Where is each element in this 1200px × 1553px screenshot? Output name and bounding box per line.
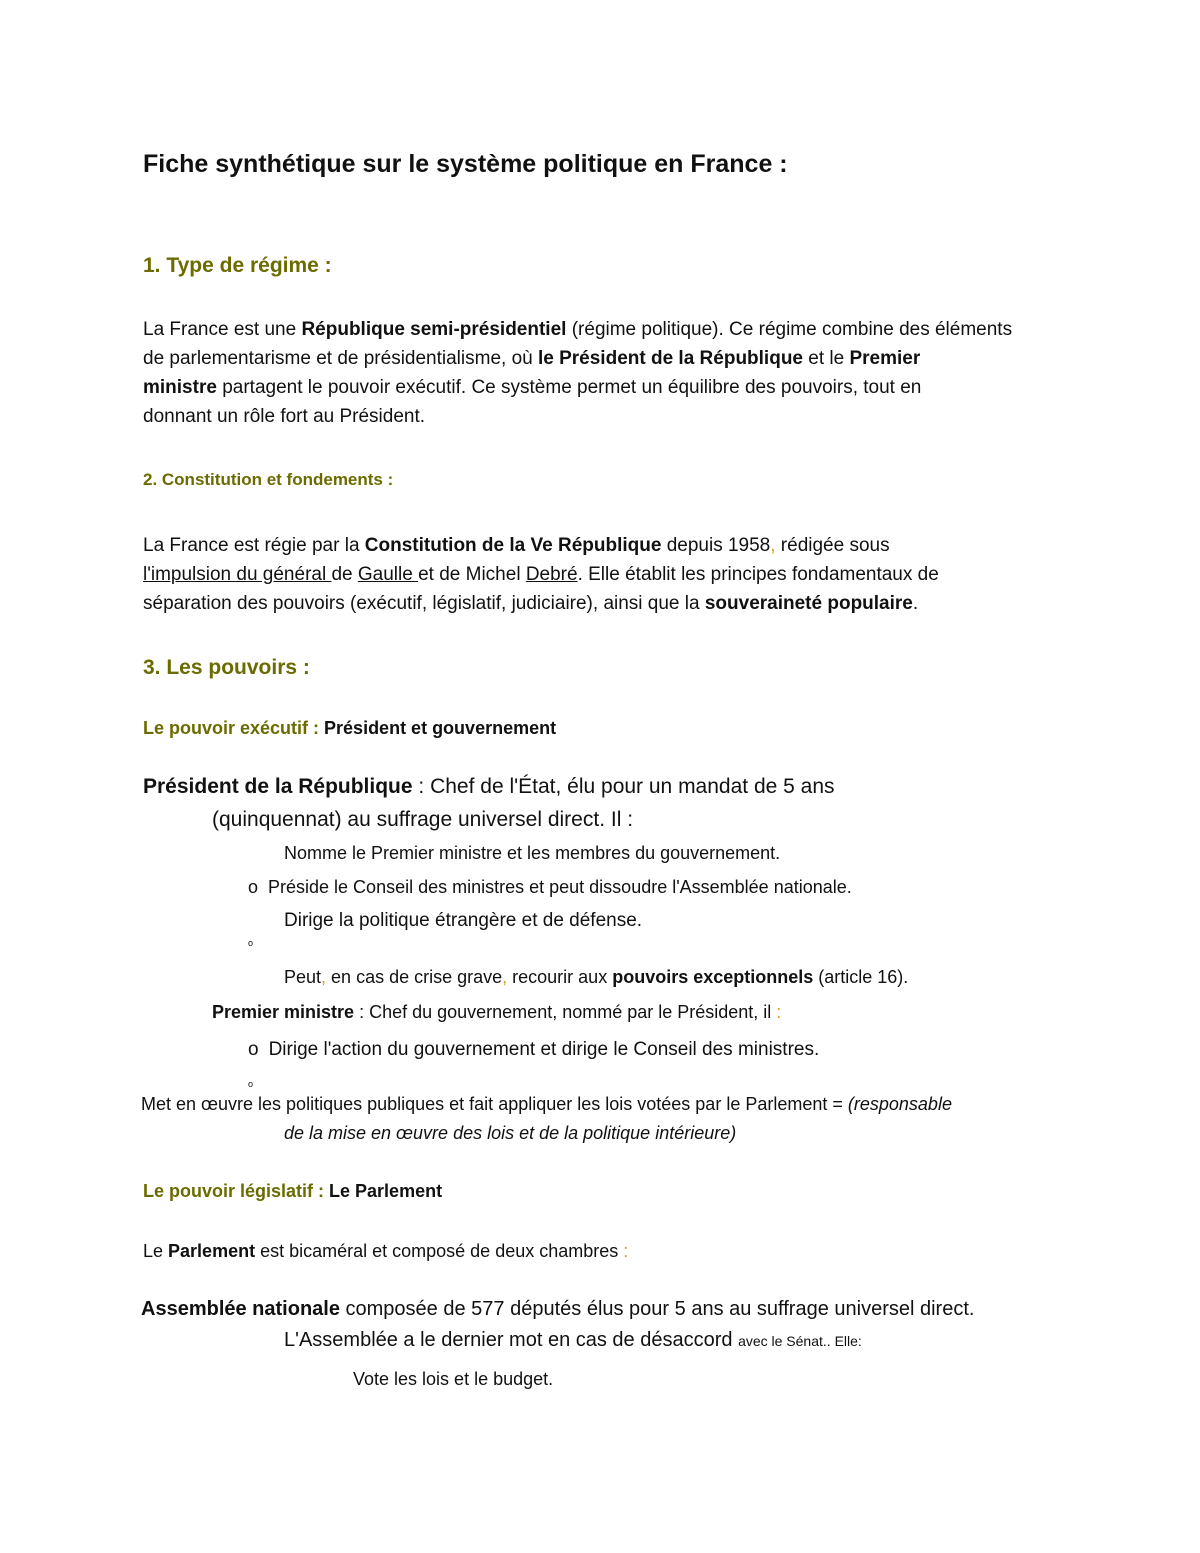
section-2-heading: 2. Constitution et fondements : [143,470,394,489]
comma: , [321,967,327,987]
assemblee-line-1 [141,1297,974,1321]
text: La France est une [143,319,302,340]
president-line-2: (quinquennat) au suffrage universel direct. Il : [212,808,634,831]
section-1-heading: 1. Type de régime : [143,254,332,277]
text: rédigée sous [775,535,890,556]
text: . [912,593,919,614]
bold-text: Constitution de la Ve République [364,535,662,556]
text: composée de 577 députés élus pour 5 ans au suffrage universel direct. [339,1298,975,1320]
colon: : [618,1241,629,1261]
comma: , [502,967,508,987]
president-item-4 [284,965,908,989]
exec-heading [143,716,556,740]
text: est bicaméral et composé de deux chambres [255,1241,619,1261]
president-line-1 [143,773,835,801]
text: Peut [284,967,322,987]
comma: , [770,535,776,556]
text: et de Michel [418,564,526,585]
president-item-1: Nomme le Premier ministre et les membres du gouvernement. [284,843,781,863]
page-title: Fiche synthétique sur le système politique en France : [143,150,788,178]
s1-line-3 [143,376,921,400]
pm-item-2-line-1 [141,1092,952,1116]
bullet-icon: o [248,938,254,948]
bold-text: Premier ministre [212,1002,355,1022]
text: de parlementarisme et de présidentialisme, où [143,348,538,369]
leg-title: Le Parlement [329,1181,443,1201]
text: : Chef de l'État, élu pour un mandat de 5 ans [412,775,835,798]
text: recourir aux [507,967,613,987]
text: La France est régie par la [143,535,365,556]
s2-line-1 [143,534,890,558]
bold-text: République semi-présidentiel [301,319,567,340]
bullet-icon: o [248,1039,259,1060]
leg-label: Le pouvoir législatif : [143,1181,330,1201]
text: depuis 1958 [661,535,771,556]
bold-text: Parlement [168,1241,256,1261]
italic-text: (responsable [847,1094,952,1114]
section-3-heading: 3. Les pouvoirs : [143,656,310,679]
premier-ministre-line [212,1000,781,1024]
text: . Elle établit les principes fondamentaux de [577,564,939,585]
pm-item-1 [248,1038,819,1062]
text: de [331,564,358,585]
s1-line-1 [143,318,1012,342]
exec-label: Le pouvoir exécutif : [143,718,325,738]
text: (régime politique). Ce régime combine des éléments [566,319,1013,340]
bold-text: le Président de la République [537,348,803,369]
bold-text: Premier [849,348,921,369]
text: (article 16). [813,967,909,987]
bold-text: Président de la République [143,775,413,798]
president-item-3: Dirige la politique étrangère et de défense. [284,910,643,931]
s1-line-2 [143,347,920,371]
bullet-icon: o [248,1079,254,1089]
colon: : [776,1002,782,1022]
text: Préside le Conseil des ministres et peut dissoudre l'Assemblée nationale. [268,877,852,897]
bold-text: pouvoirs exceptionnels [612,967,814,987]
text: Met en œuvre les politiques publiques et fait appliquer les lois votées par le Parlement = [141,1094,848,1114]
underlined-text: Gaulle [357,564,419,585]
parlement-line [143,1239,628,1263]
underlined-text: Debré [525,564,578,585]
s2-line-2 [143,563,939,587]
text: en cas de crise grave [326,967,503,987]
text: partagent le pouvoir exécutif. Ce système permet un équilibre des pouvoirs, tout en [216,377,922,398]
text: séparation des pouvoirs (exécutif, législatif, judiciaire), ainsi que la [143,593,705,614]
assemblee-line-2 [284,1328,862,1353]
bold-text: souveraineté populaire [704,593,913,614]
s2-line-3 [143,592,918,616]
s1-line-4: donnant un rôle fort au Président. [143,406,426,427]
underlined-text: l'impulsion du général [143,564,332,585]
pm-item-2-line-2: de la mise en œuvre des lois et de la politique intérieure) [284,1123,737,1143]
bold-text: Assemblée nationale [141,1298,340,1320]
exec-title: Président et gouvernement [324,718,557,738]
bold-text: ministre [143,377,217,398]
president-item-2 [248,875,852,899]
small-text: avec le Sénat.. Elle: [738,1333,862,1349]
text: Dirige l'action du gouvernement et dirige le Conseil des ministres. [268,1039,820,1060]
text: Le [143,1241,169,1261]
assemblee-item-1: Vote les lois et le budget. [353,1369,554,1389]
text: et le [803,348,850,369]
text: : Chef du gouvernement, nommé par le Président, il [354,1002,777,1022]
bullet-icon: o [248,877,259,897]
text: L'Assemblée a le dernier mot en cas de désaccord [284,1329,739,1351]
leg-heading [143,1179,442,1203]
